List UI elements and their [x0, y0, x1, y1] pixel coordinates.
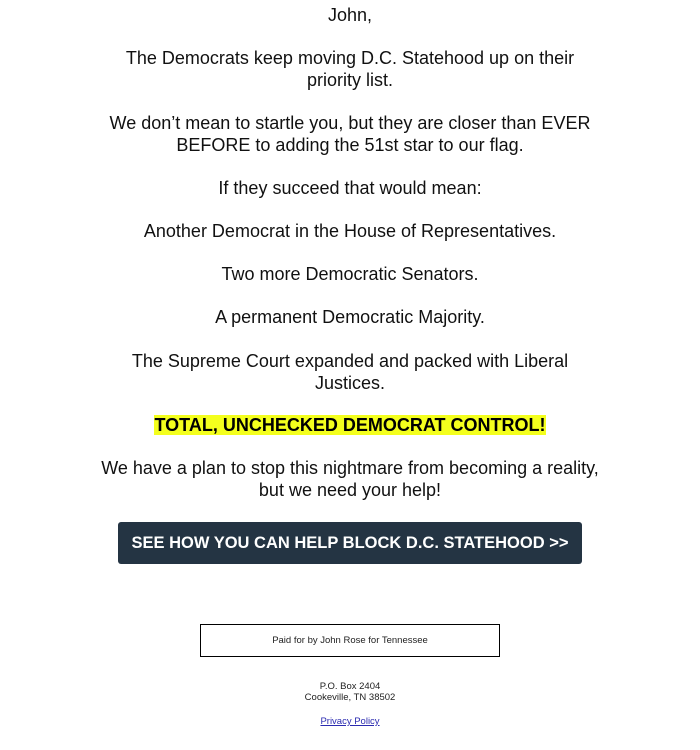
paragraph-startle: We don’t mean to startle you, but they are closer than EVER BEFORE to adding the 51st star to our flag. — [109, 113, 591, 155]
highlight-line — [0, 414, 700, 436]
address-line2: Cookeville, TN 38502 — [304, 692, 396, 703]
address-line1: P.O. Box 2404 — [319, 681, 381, 692]
paragraph-house: Another Democrat in the House of Representatives. — [143, 221, 557, 241]
cta-button[interactable]: SEE HOW YOU CAN HELP BLOCK D.C. STATEHOOD >> — [118, 522, 582, 564]
highlight-text: TOTAL, UNCHECKED DEMOCRAT CONTROL! — [154, 415, 546, 435]
mailing-address — [0, 681, 700, 703]
paid-for-box: Paid for by John Rose for Tennessee — [200, 624, 500, 657]
greeting: John, — [327, 5, 373, 25]
paragraph-majority: A permanent Democratic Majority. — [215, 307, 485, 327]
privacy-policy-link[interactable]: Privacy Policy — [320, 716, 380, 727]
paragraph-supreme-court: The Supreme Court expanded and packed with Liberal Justices. — [131, 351, 569, 393]
paragraph-statehood: The Democrats keep moving D.C. Statehood up on their priority list. — [125, 48, 575, 90]
paragraph-senators: Two more Democratic Senators. — [221, 264, 479, 284]
paragraph-succeed: If they succeed that would mean: — [218, 178, 482, 198]
paragraph-closing: We have a plan to stop this nightmare from becoming a reality, but we need your help! — [101, 458, 599, 500]
